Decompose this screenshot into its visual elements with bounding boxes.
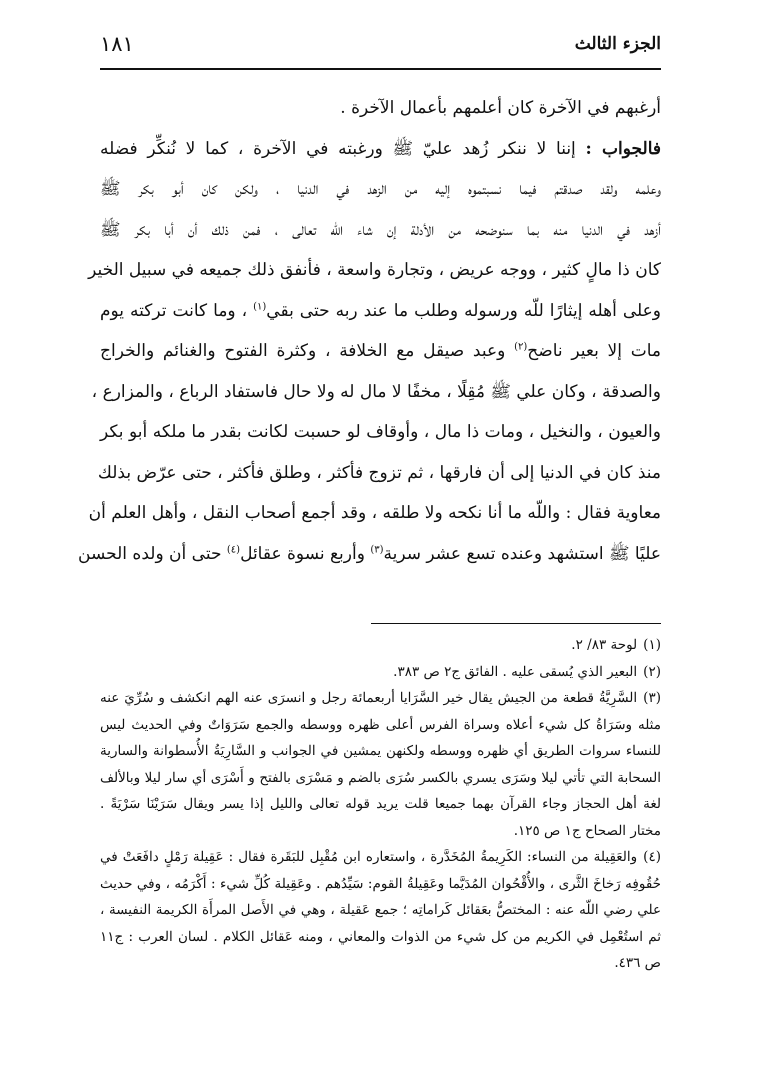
text-line: عليًا ﷺ استشهد وعنده تسع عشر سرية$^{(٣)}$ وأربع نسوة عقائل$^{(٤)}$ حتى أن ولده الحسن — [78, 543, 661, 564]
text-line: أزهد في الدنيا منه بما سنوضحه من الأدلة إن شاء اللّه تعالى ، فمن ذلك أن أبا بكر ﷺ — [100, 219, 661, 240]
text-line: وعلى أهله إيثارًا للّه ورسوله وطلب ما عند ربه حتى بقي$^{(١)}$ ، وما كانت تركته يوم — [100, 300, 661, 321]
footnote-text: لوحة ٨٣/ ٢. — [571, 637, 638, 653]
footnote-number: (١) — [643, 637, 661, 653]
header-rule — [100, 68, 661, 70]
footnote — [100, 844, 661, 977]
page-header — [100, 30, 661, 66]
footnote-ref[interactable]: (٢) — [514, 341, 528, 353]
footnotes — [100, 632, 661, 977]
footnote-ref[interactable]: (٣) — [370, 543, 384, 555]
page-number: ١٨١ — [100, 32, 134, 56]
footnote-text: والعَقِيلة من النساء: الكَرِيمةُ المُخَدَّرة ، واستعاره ابن مُقْبِل للبَقَرة فقال : عَقِيلة رَمْلٍ دافَعَتْ في حُقُوفِه رَخاخَ الثَّرى ، والأُقْحُوان المُدَيَّما وعَقِيلةُ القوم: سَيِّدُهم . وعَقِيلة كُلِّ شيء : أَكْرَمُه ، وفي حديث علي رضي اللّه عنه : المختصُّ بعَقائل كَراماتِه ؛ جمع عَقيلة ، وهي في الأَصل المرأَة الكريمة النفيسة ، ثم استُعْمِل في الكريم من كل شيء من الذوات والمعاني ، ومنه عَقائل الكلام . لسان العرب : ج١١ ص ٤٣٦. — [100, 849, 661, 971]
footnote-number: (٣) — [643, 690, 661, 706]
footnote-number: (٤) — [643, 849, 661, 865]
answer-label: فالجواب : — [585, 138, 661, 159]
text-line: وعلمه ولقد صدقتم فيما نسبتموه إليه من الزهد في الدنيا ، ولكن كان أبو بكر ﷺ — [100, 179, 661, 199]
text-line: مات إلا بعير ناضح$^{(٢)}$ وعبد صيقل مع الخلافة ، وكثرة الفتوح والغنائم والخراج — [100, 341, 662, 361]
part-title: الجزء الثالث — [574, 34, 661, 54]
footnote — [100, 659, 661, 686]
footnote — [100, 632, 661, 659]
text-line: فالجواب : إننا لا ننكر زُهد عليّ ﷺ ورغبته في الآخرة ، كما لا نُنكِّر فضله — [100, 138, 661, 159]
text-line: كان ذا مالٍ كثير ، ووجه عريض ، وتجارة واسعة ، فأنفق ذلك جميعه في سبيل الخير — [88, 260, 661, 280]
text-line: أرغبهم في الآخرة كان أعلمهم بأعمال الآخرة . — [340, 98, 661, 118]
text-line: والصدقة ، وكان علي ﷺ مُقِلًا ، مخفًا لا مال له ولا حال فاستفاد الرباع ، والمزارع ، — [91, 381, 661, 402]
text-line: معاوية فقال : واللّه ما أنا نكحه ولا طلقه ، وقد أجمع أصحاب النقل ، وأهل العلم أن — [88, 503, 661, 523]
footnote-number: (٢) — [643, 663, 661, 680]
footnote-ref[interactable]: (٤) — [226, 543, 241, 555]
footnote — [100, 685, 661, 844]
text-line: والعيون ، والنخيل ، ومات ذا مال ، وأوقاف لو حسبت لكانت بقدر ما ملكه أبو بكر — [100, 422, 661, 442]
footnote-text: البعير الذي يُسقى عليه . الفائق ج٢ ص ٣٨٣. — [393, 663, 638, 680]
footnote-separator — [371, 623, 661, 624]
footnote-text: السَّرِيَّةُ قطعة من الجيش يقال خير السَّرَايا أربعمائة رجل و انسرَى عنه الهم انكشف و سُرِّيَ عنه مثله وسَرَاةُ كل شيء أعلاه وسراة الفرس أعلى ظهره ووسطه والجمع سَرَوَاتٌ وفي الحديث ليس للنساء سروات الطريق أي ظهره ووسطه ولكنهن يمشين في الجوانب و السَّارِيَةُ الأُسطوانة والسارية السحابة التي تأتي ليلا وسَرَى يسري بالكسر سُرَى بالضم و مَسْرَى بالفتح و أَسْرَى أي سار ليلا وبالألف لغة أهل الحجاز وجاء القرآن بهما جميعا قلت يريد قوله تعالى والليل إذا يسر ويقال سَرَيْنَا سَرْيَةً . مختار الصحاح ج١ ص ١٢٥. — [100, 690, 661, 839]
footnote-ref[interactable]: (١) — [253, 300, 267, 312]
main-text — [78, 88, 662, 574]
text-line: منذ كان في الدنيا إلى أن فارقها ، ثم تزوج فأكثر ، وطلق فأكثر ، حتى عرّض بذلك — [97, 462, 661, 483]
